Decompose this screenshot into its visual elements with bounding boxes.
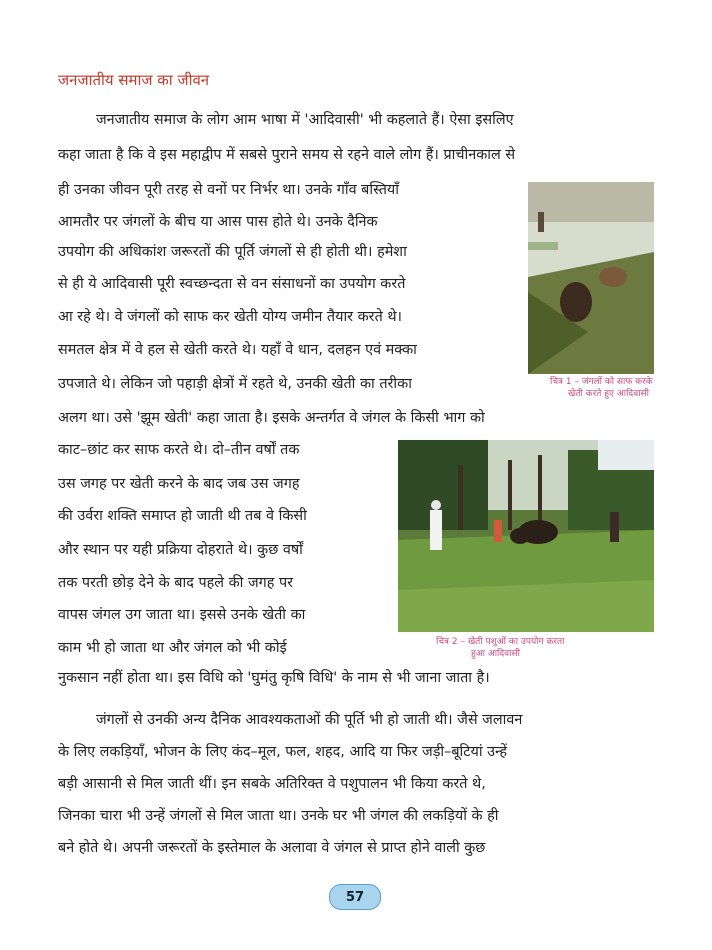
text-line: समतल क्षेत्र में वे हल से खेती करते थे। यहाँ वे धान, दलहन एवं मक्का bbox=[58, 342, 417, 358]
text-line: के लिए लकड़ियाँ, भोजन के लिए कंद–मूल, फल, शहद, आदि या फिर जड़ी–बूटियां उन्हें bbox=[58, 744, 508, 760]
text-line: बड़ी आसानी से मिल जाती थीं। इन सबके अतिरिक्त वे पशुपालन भी किया करते थे, bbox=[58, 776, 486, 792]
text-line: उपयोग की अधिकांश जरूरतों की पूर्ति जंगलों से ही होती थी। हमेशा bbox=[58, 244, 407, 260]
caption-line: चित्र 2 – खेती पशुओं का उपयोग करता bbox=[436, 637, 565, 647]
text-line: तक परती छोड़ देने के बाद पहले की जगह पर bbox=[58, 575, 294, 591]
ploughing-photo bbox=[398, 440, 654, 632]
page-number: 57 bbox=[329, 884, 381, 910]
text-line: आ रहे थे। वे जंगलों को साफ कर खेती योग्य जमीन तैयार करते थे। bbox=[58, 309, 402, 325]
figure-1-caption bbox=[550, 376, 660, 400]
text-line: जनजातीय समाज के लोग आम भाषा में 'आदिवासी' भी कहलाते हैं। ऐसा इसलिए bbox=[96, 112, 514, 128]
caption-line: खेती करते हुए आदिवासी bbox=[568, 389, 649, 399]
figure-1-photo bbox=[528, 182, 654, 374]
caption-line: चित्र 1 – जंगलों को साफ करके bbox=[550, 377, 653, 387]
text-line: कहा जाता है कि वे इस महाद्वीप में सबसे पुराने समय से रहने वाले लोग हैं। प्राचीनकाल से bbox=[58, 147, 516, 163]
section-heading: जनजातीय समाज का जीवन bbox=[58, 71, 210, 89]
figure-2-photo bbox=[398, 440, 654, 632]
text-line: काट–छांट कर साफ करते थे। दो–तीन वर्षों तक bbox=[58, 442, 300, 458]
text-line: काम भी हो जाता था और जंगल को भी कोई bbox=[58, 640, 287, 656]
text-line: बने होते थे। अपनी जरूरतों के इस्तेमाल के अलावा वे जंगल से प्राप्त होने वाली कुछ bbox=[58, 840, 486, 856]
text-line: जंगलों से उनकी अन्य दैनिक आवश्यकताओं की पूर्ति भी हो जाती थी। जैसे जलावन bbox=[96, 712, 523, 728]
text-line: अलग था। उसे 'झूम खेती' कहा जाता है। इसके अन्तर्गत वे जंगल के किसी भाग को bbox=[58, 410, 485, 426]
text-line: जिनका चारा भी उन्हें जंगलों से मिल जाता था। उनके घर भी जंगल की लकड़ियों के ही bbox=[58, 808, 499, 824]
text-line: वापस जंगल उग जाता था। इससे उनके खेती का bbox=[58, 607, 306, 623]
text-line: आमतौर पर जंगलों के बीच या आस पास होते थे। उनके दैनिक bbox=[58, 214, 378, 230]
text-line: उपजाते थे। लेकिन जो पहाड़ी क्षेत्रों में रहते थे, उनकी खेती का तरीका bbox=[58, 376, 412, 392]
field-clearing-photo bbox=[528, 182, 654, 374]
figure-2-caption bbox=[436, 636, 656, 660]
caption-line: हुआ आदिवासी bbox=[471, 649, 520, 659]
text-line: ही उनका जीवन पूरी तरह से वनों पर निर्भर था। उनके गाँव बस्तियाँ bbox=[58, 182, 399, 198]
text-line: नुकसान नहीं होता था। इस विधि को 'घुमंतु कृषि विधि' के नाम से भी जाना जाता है। bbox=[58, 670, 490, 686]
text-line: उस जगह पर खेती करने के बाद जब उस जगह bbox=[58, 476, 300, 492]
text-line: से ही ये आदिवासी पूरी स्वच्छन्दता से वन संसाधनों का उपयोग करते bbox=[58, 276, 406, 292]
text-line: की उर्वरा शक्ति समाप्त हो जाती थी तब वे किसी bbox=[58, 508, 307, 524]
text-line: और स्थान पर यही प्रक्रिया दोहराते थे। कुछ वर्षों bbox=[58, 542, 303, 558]
